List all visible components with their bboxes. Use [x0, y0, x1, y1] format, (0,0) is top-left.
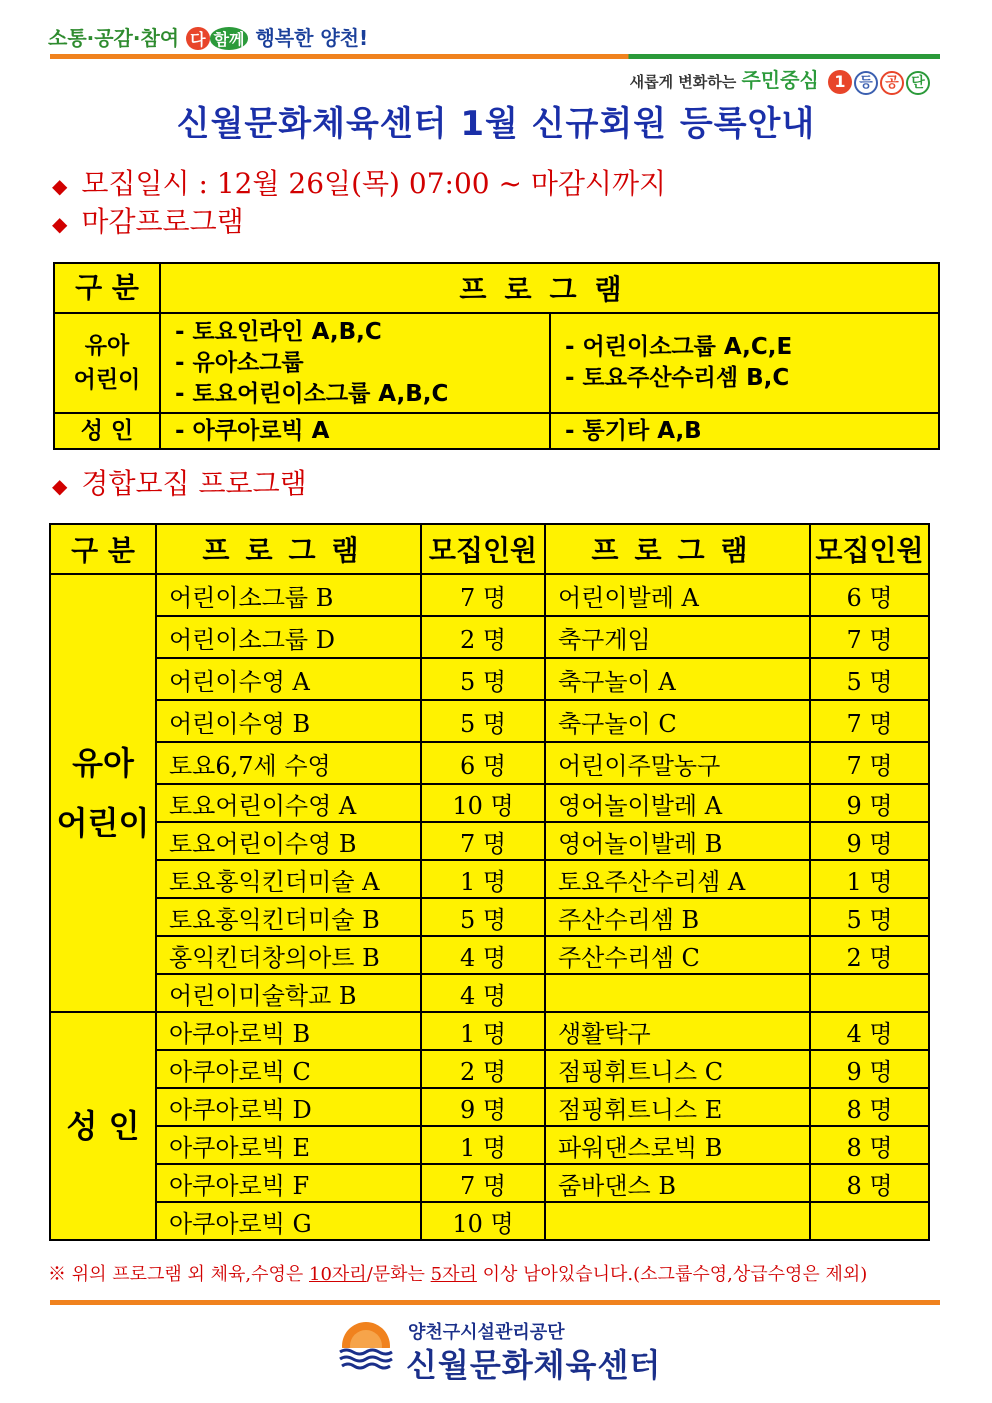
- count-cell: 2 명: [421, 616, 545, 658]
- program-cell: 어린이수영 B: [156, 700, 421, 742]
- top-divider: [50, 54, 940, 59]
- list-item: - 토요인라인 A,B,C: [175, 318, 382, 345]
- count-cell: 2 명: [421, 1050, 545, 1088]
- count-cell: 10 명: [421, 1202, 545, 1240]
- count-cell: 9 명: [810, 822, 929, 860]
- competitive-programs-heading: [52, 462, 307, 502]
- count-cell: 5 명: [421, 658, 545, 700]
- page-title: 신월문화체육센터 1월 신규회원 등록안내: [176, 104, 816, 144]
- program-cell: 영어놀이발레 A: [545, 784, 810, 822]
- table-row: [50, 1012, 929, 1050]
- recruit-label: 모집일시 :: [81, 167, 208, 200]
- count-cell: 5 명: [810, 898, 929, 936]
- program-cell: 어린이소그룹 B: [156, 574, 421, 616]
- count-cell: 8 명: [810, 1088, 929, 1126]
- program-cell: 축구게임: [545, 616, 810, 658]
- header-program: 프로그램: [156, 524, 421, 574]
- program-cell: 토요홍익킨더미술 A: [156, 860, 421, 898]
- closed-kids-right: [550, 313, 939, 413]
- slogan-badge-da: 다: [186, 27, 209, 50]
- circle-one: 1: [828, 70, 852, 94]
- diamond-icon: ◆: [52, 174, 68, 198]
- table-row: [50, 898, 929, 936]
- program-cell: [545, 1202, 810, 1240]
- table-row: [50, 658, 929, 700]
- program-cell: 토요어린이수영 B: [156, 822, 421, 860]
- count-cell: 7 명: [810, 742, 929, 784]
- table-row: [50, 822, 929, 860]
- program-cell: 어린이미술학교 B: [156, 974, 421, 1012]
- program-cell: 아쿠아로빅 E: [156, 1126, 421, 1164]
- program-cell: 아쿠아로빅 F: [156, 1164, 421, 1202]
- count-cell: 8 명: [810, 1164, 929, 1202]
- category-line: 유아: [84, 333, 130, 359]
- list-item: - 어린이소그룹 A,C,E: [565, 334, 793, 360]
- diamond-icon: ◆: [52, 212, 68, 236]
- footnote: [48, 1260, 867, 1286]
- count-cell: 4 명: [421, 974, 545, 1012]
- program-cell: 주산수리셈 C: [545, 936, 810, 974]
- closed-programs-table: [53, 262, 940, 450]
- category-kids: [54, 313, 160, 413]
- table-row: [50, 1202, 929, 1240]
- program-cell: 생활탁구: [545, 1012, 810, 1050]
- table-row: [50, 1164, 929, 1202]
- program-cell: 토요홍익킨더미술 B: [156, 898, 421, 936]
- count-cell: 6 명: [810, 574, 929, 616]
- count-cell: 9 명: [810, 784, 929, 822]
- program-cell: 어린이주말농구: [545, 742, 810, 784]
- note-mid: /문화는: [366, 1264, 431, 1285]
- program-cell: 축구놀이 C: [545, 700, 810, 742]
- category-line: 어린이: [73, 367, 141, 393]
- count-cell: 4 명: [810, 1012, 929, 1050]
- diamond-icon: ◆: [52, 474, 68, 498]
- program-cell: [545, 974, 810, 1012]
- header-count: 모집인원: [421, 524, 545, 574]
- count-cell: 2 명: [810, 936, 929, 974]
- table-row: [50, 860, 929, 898]
- header-category: 구 분: [50, 524, 156, 574]
- program-cell: 아쿠아로빅 D: [156, 1088, 421, 1126]
- header-program: 프로그램: [545, 524, 810, 574]
- category-line: 성 인: [66, 1107, 140, 1145]
- program-cell: 어린이수영 A: [156, 658, 421, 700]
- count-cell: 5 명: [421, 700, 545, 742]
- table-row: [50, 574, 929, 616]
- program-cell: 홍익킨더창의아트 B: [156, 936, 421, 974]
- count-cell: [810, 1202, 929, 1240]
- bottom-divider: [50, 1300, 940, 1305]
- slogan-badge-together: 함께: [210, 27, 249, 50]
- count-cell: 7 명: [810, 616, 929, 658]
- category-line: 유아: [72, 744, 134, 782]
- count-cell: 1 명: [421, 1126, 545, 1164]
- category-adult: 성 인: [54, 413, 160, 449]
- program-cell: 아쿠아로빅 B: [156, 1012, 421, 1050]
- count-cell: 9 명: [421, 1088, 545, 1126]
- competitive-label: 경합모집 프로그램: [81, 467, 307, 500]
- count-cell: 7 명: [421, 574, 545, 616]
- right-slogan-a: 새롭게 변화하는: [629, 73, 737, 91]
- top-slogan: [48, 22, 368, 51]
- note-suffix: 이상 남아있습니다.(소그룹수영,상급수영은 제외): [476, 1264, 868, 1285]
- closed-label: 마감프로그램: [81, 205, 244, 238]
- list-item: - 토요주산수리셈 B,C: [565, 365, 790, 391]
- program-cell: 어린이소그룹 D: [156, 616, 421, 658]
- program-cell: 아쿠아로빅 G: [156, 1202, 421, 1240]
- closed-kids-left: [160, 313, 550, 413]
- program-cell: 주산수리셈 B: [545, 898, 810, 936]
- program-cell: 토요어린이수영 A: [156, 784, 421, 822]
- table-row: [50, 700, 929, 742]
- count-cell: 7 명: [421, 1164, 545, 1202]
- right-slogan-b: 주민중심: [741, 68, 819, 92]
- program-cell: 줌바댄스 B: [545, 1164, 810, 1202]
- right-slogan: [630, 64, 930, 95]
- list-item: - 유아소그룹: [175, 349, 304, 376]
- sun-wave-logo-icon: [336, 1318, 396, 1378]
- recruit-date-line: [52, 162, 666, 202]
- slogan-text-c: 행복한 양천!: [255, 26, 369, 50]
- count-cell: [810, 974, 929, 1012]
- program-cell: 아쿠아로빅 C: [156, 1050, 421, 1088]
- row-category: [50, 1012, 156, 1240]
- category-line: 어린이: [56, 804, 150, 842]
- table-row: [50, 974, 929, 1012]
- program-cell: 토요주산수리셈 A: [545, 860, 810, 898]
- note-underline-2: 5자리: [430, 1264, 477, 1285]
- count-cell: 4 명: [421, 936, 545, 974]
- table-row: [50, 616, 929, 658]
- count-cell: 1 명: [421, 860, 545, 898]
- program-cell: 축구놀이 A: [545, 658, 810, 700]
- header-category: 구 분: [54, 263, 160, 313]
- circle-deung: 등: [854, 71, 878, 95]
- program-cell: 영어놀이발레 B: [545, 822, 810, 860]
- table-row: [50, 1088, 929, 1126]
- table-row: [50, 936, 929, 974]
- row-category: [50, 574, 156, 1012]
- footer-center-name: 신월문화체육센터: [406, 1346, 662, 1384]
- program-cell: 어린이발레 A: [545, 574, 810, 616]
- table-row: [50, 1126, 929, 1164]
- note-underline-1: 10자리: [309, 1264, 367, 1285]
- note-prefix: ※ 위의 프로그램 외 체육,수영은: [48, 1264, 309, 1285]
- slogan-text-a: 소통·공감·참여: [48, 26, 180, 50]
- footer-org: 양천구시설관리공단: [408, 1322, 565, 1343]
- header-program: 프로그램: [160, 263, 939, 313]
- competitive-programs-table: [49, 523, 930, 1241]
- recruit-value: 12월 26일(목) 07:00 ~ 마감시까지: [216, 167, 667, 200]
- count-cell: 7 명: [810, 700, 929, 742]
- count-cell: 5 명: [421, 898, 545, 936]
- closed-programs-heading: [52, 200, 244, 240]
- table-row: [50, 1050, 929, 1088]
- program-cell: 점핑휘트니스 C: [545, 1050, 810, 1088]
- program-cell: 토요6,7세 수영: [156, 742, 421, 784]
- list-item: - 아쿠아로빅 A: [160, 413, 550, 449]
- count-cell: 9 명: [810, 1050, 929, 1088]
- count-cell: 10 명: [421, 784, 545, 822]
- count-cell: 8 명: [810, 1126, 929, 1164]
- count-cell: 1 명: [810, 860, 929, 898]
- header-count: 모집인원: [810, 524, 929, 574]
- program-cell: 파워댄스로빅 B: [545, 1126, 810, 1164]
- table-row: [50, 784, 929, 822]
- count-cell: 1 명: [421, 1012, 545, 1050]
- circle-gong: 공: [880, 71, 904, 95]
- list-item: - 토요어린이소그룹 A,B,C: [175, 380, 449, 407]
- count-cell: 6 명: [421, 742, 545, 784]
- program-cell: 점핑휘트니스 E: [545, 1088, 810, 1126]
- count-cell: 7 명: [421, 822, 545, 860]
- table-row: [50, 742, 929, 784]
- count-cell: 5 명: [810, 658, 929, 700]
- circle-dan: 단: [906, 71, 930, 95]
- list-item: - 통기타 A,B: [550, 413, 939, 449]
